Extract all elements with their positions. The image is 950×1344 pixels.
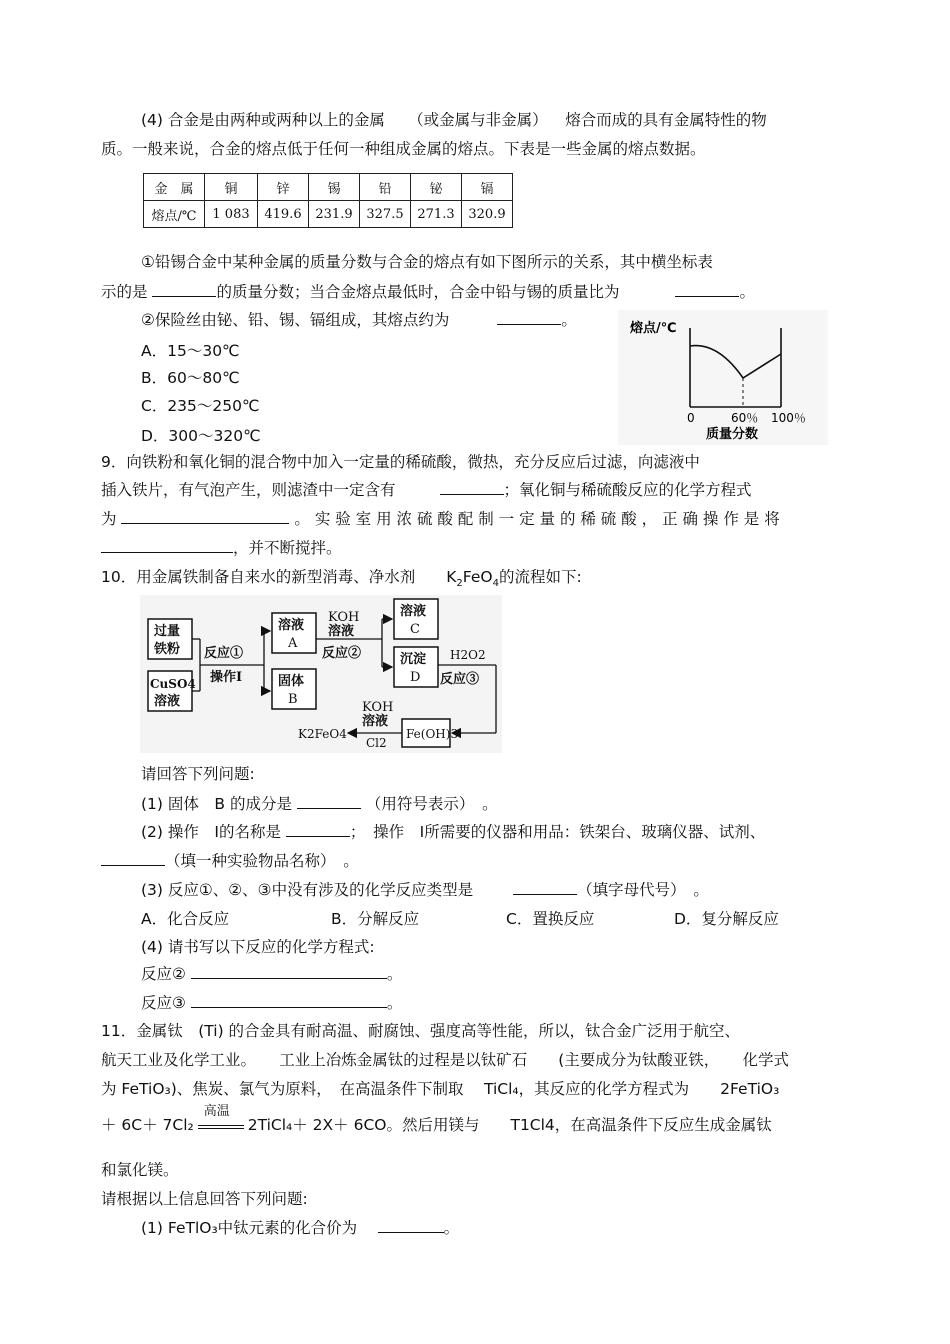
melting-point-graph [618, 310, 828, 445]
q10-part3 [141, 880, 709, 900]
answer-blank[interactable] [513, 880, 577, 895]
text-segment: 反应② [141, 965, 186, 983]
q11-line5: 和氯化镁。 [101, 1161, 179, 1179]
flow-label: 反应③ [440, 672, 480, 687]
text-segment: 的流程如下: [498, 568, 582, 586]
q10-reaction2 [141, 964, 402, 984]
flow-label: KOH [362, 700, 394, 715]
text-segment: ；氧化铜与稀硫酸反应的化学方程式 [503, 481, 752, 499]
text-segment: （填字母代号） 。 [577, 881, 709, 899]
q10-line1: 10．用金属铁制备自来水的新型消毒、净水剂 $K_2FeO_4$的流程如下: [101, 568, 582, 590]
table-cell: 1 083 [205, 201, 258, 228]
table-cell: 231.9 [309, 201, 360, 228]
box-label: 过量 [154, 624, 181, 639]
q9-line3 [101, 509, 780, 529]
table-row [144, 201, 513, 228]
tick-label: 100％ [771, 411, 806, 425]
q10-prompt: 请回答下列问题: [141, 765, 255, 783]
text-segment: 为 [101, 510, 117, 528]
box-label: B [288, 692, 298, 707]
text-segment: 的质量分数；当合金熔点最低时，合金中铅与锡的质量比为 [216, 283, 620, 301]
q10-part1 [141, 794, 498, 814]
table-cell: 419.6 [258, 201, 309, 228]
answer-blank[interactable] [152, 282, 216, 297]
table-cell: 271.3 [411, 201, 462, 228]
answer-blank[interactable] [101, 851, 165, 866]
flow-label: 溶液 [328, 624, 355, 639]
q11-line4 [101, 1104, 772, 1135]
text-segment: 10．用金属铁制备自来水的新型消毒、净水剂 [101, 568, 447, 586]
flow-label: KOH [328, 610, 360, 625]
answer-blank[interactable] [191, 964, 387, 979]
box-label: 溶液 [154, 694, 181, 709]
table-cell: 327.5 [360, 201, 411, 228]
option-d: D．300～320℃ [141, 427, 261, 445]
table-cell: 320.9 [462, 201, 513, 228]
text-segment: ＋ 6C＋ 7Cl₂ [101, 1116, 194, 1134]
q9-line1: 9．向铁粉和氧化铜的混合物中加入一定量的稀硫酸，微热，充分反应后过滤，向滤液中 [101, 453, 700, 471]
box-label: CuSO4 [150, 677, 196, 691]
q11-line1: 11．金属钛 (Ti) 的合金具有耐高温、耐腐蚀、强度高等性能，所以，钛合金广泛用于航空、 [101, 1022, 741, 1040]
q8-sub2 [141, 310, 577, 330]
option-c: C．置换反应 [506, 910, 595, 928]
box-label: Fe(OH)3 [406, 727, 459, 741]
box-label: 沉淀 [400, 652, 427, 667]
answer-blank[interactable] [121, 509, 289, 524]
q8-text-line1: (4) 合金是由两种或两种以上的金属 （或金属与非金属） 熔合而成的具有金属特性的物 [141, 111, 767, 129]
box-label: 铁粉 [154, 642, 181, 657]
text-segment: (1) FeTlO₃中钛元素的化合价为 [141, 1219, 378, 1237]
text-segment: 。 [443, 1219, 460, 1237]
text-segment: （用符号表示） 。 [365, 795, 498, 813]
text-segment: （填一种实验物品名称） 。 [165, 852, 359, 870]
answer-blank[interactable] [101, 538, 233, 553]
text-segment: 示的是 [101, 283, 153, 301]
tick-label: 60％ [731, 411, 759, 425]
table-cell: 锡 [309, 174, 360, 201]
box-label: 溶液 [278, 618, 305, 633]
reaction-condition [198, 1104, 244, 1130]
condition-label: 高温 [203, 1104, 230, 1119]
table-cell: 锌 [258, 174, 309, 201]
q10-part4: (4) 请书写以下反应的化学方程式: [141, 938, 375, 956]
box-label: 溶液 [400, 604, 427, 619]
table-cell: 熔点/℃ [144, 201, 205, 228]
q11-line2: 航天工业及化学工业。 工业上冶炼金属钛的过程是以钛矿石 (主要成分为钛酸亚铁， 化学式 [101, 1051, 790, 1069]
answer-blank[interactable] [297, 794, 361, 809]
table-cell: 镉 [462, 174, 513, 201]
flow-label: H2O2 [450, 648, 486, 662]
q9-line2 [101, 480, 752, 500]
q11-line3: 为 FeTiO₃)、焦炭、氯气为原料， 在高温条件下制取 TiCl₄，其反应的化学方程式为 2FeTiO₃ [101, 1080, 780, 1098]
flow-label: 溶液 [362, 714, 389, 729]
option-b: B．分解反应 [331, 910, 420, 928]
text-segment: 插入铁片，有气泡产生，则滤渣中一定含有 [101, 481, 396, 499]
option-a: A．化合反应 [141, 910, 230, 928]
flow-label: 反应① [204, 646, 244, 661]
option-b: B．60～80℃ [141, 369, 240, 387]
q8-sub1-line2 [101, 282, 755, 302]
text-segment: ，并不断搅拌。 [233, 539, 342, 557]
q10-part3-options [141, 909, 779, 929]
flow-label: 操作Ⅰ [210, 670, 243, 685]
table-row [144, 174, 513, 201]
text-segment: 2TiCl₄＋ 2X＋ 6CO。然后用镁与 T1Cl4，在高温条件下反应生成金属钛 [247, 1116, 772, 1134]
table-cell: 铜 [205, 174, 258, 201]
text-segment: 。 [386, 994, 403, 1012]
option-c: C．235～250℃ [141, 397, 260, 415]
tick-label: 0 [687, 411, 695, 425]
answer-blank[interactable] [191, 993, 387, 1008]
product-label: K2FeO4 [298, 727, 347, 741]
text-segment: ②保险丝由铋、铅、锡、镉组成，其熔点约为 [141, 311, 450, 329]
flow-label: Cl2 [366, 736, 387, 750]
q10-part2 [141, 822, 765, 842]
box-label: D [410, 670, 421, 685]
q8-text-line2: 质。一般来说，合金的熔点低于任何一种组成金属的熔点。下表是一些金属的熔点数据。 [101, 140, 706, 158]
text-segment: (1) 固体 B 的成分是 [141, 795, 292, 813]
answer-blank[interactable] [286, 822, 350, 837]
text-segment: (2) 操作 Ⅰ的名称是 [141, 823, 281, 841]
answer-blank[interactable] [675, 282, 739, 297]
option-d: D．复分解反应 [674, 910, 779, 928]
q9-line4 [101, 538, 342, 558]
table-cell: 铋 [411, 174, 462, 201]
q10-part2-cont [101, 851, 359, 871]
option-a: A．15～30℃ [141, 342, 240, 360]
q10-reaction3 [141, 993, 402, 1013]
graph-ylabel: 熔点/℃ [630, 321, 677, 336]
text-segment: (3) 反应①、②、③中没有涉及的化学反应类型是 [141, 881, 474, 899]
text-segment: 反应③ [141, 994, 186, 1012]
text-segment: 。 [561, 311, 577, 329]
box-label: 固体 [278, 674, 305, 689]
text-segment: ； 操作 Ⅰ所需要的仪器和用品：铁架台、玻璃仪器、试剂、 [349, 823, 766, 841]
answer-blank[interactable] [378, 1218, 444, 1233]
q11-line6: 请根据以上信息回答下列问题: [101, 1190, 308, 1208]
flow-diagram [140, 595, 502, 753]
answer-blank[interactable] [440, 480, 504, 495]
flow-label: 反应② [322, 646, 362, 661]
text-segment: 。 [739, 283, 755, 301]
text-segment: 。 [386, 965, 403, 983]
table-cell: 金 属 [144, 174, 205, 201]
box-label: A [288, 636, 298, 651]
box-label: C [410, 622, 420, 637]
graph-xlabel: 质量分数 [706, 427, 759, 442]
q8-sub1-line1: ①铅锡合金中某种金属的质量分数与合金的熔点有如下图所示的关系，其中横坐标表 [141, 253, 713, 271]
table-cell: 铅 [360, 174, 411, 201]
q11-line7 [141, 1218, 459, 1238]
answer-blank[interactable] [497, 310, 561, 325]
melting-point-table [143, 173, 513, 228]
text-segment: 。 实 验 室 用 浓 硫 酸 配 制 一 定 量 的 稀 硫 酸 ， 正 确 操 作 是 将 [294, 510, 780, 528]
